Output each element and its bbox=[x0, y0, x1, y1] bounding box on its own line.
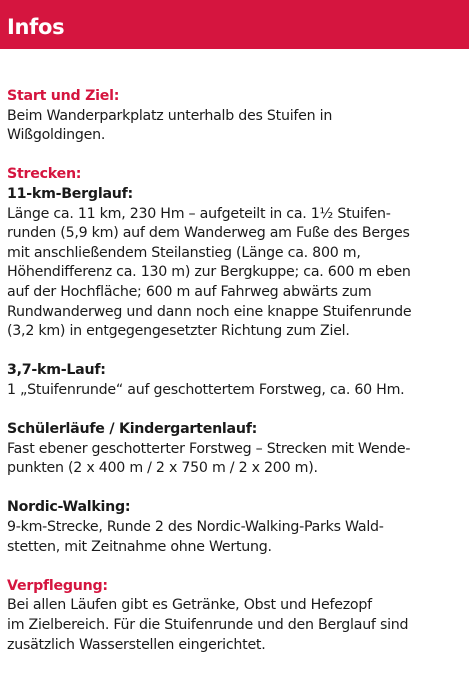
lauf37-line: 1 „Stuifenrunde“ auf geschottertem Forstweg, ca. 60 Hm. bbox=[7, 381, 405, 398]
berglauf-line: (3,2 km) in entgegengesetzter Richtung zum Ziel. bbox=[7, 323, 350, 340]
page-title: Infos bbox=[7, 15, 65, 39]
berglauf-line: Rundwanderweg und dann noch eine knappe Stuifenrunde bbox=[7, 303, 412, 320]
nordic-line: stetten, mit Zeitnahme ohne Wertung. bbox=[7, 538, 272, 555]
section-verpflegung bbox=[7, 577, 462, 655]
berglauf-heading: 11-km-Berglauf: bbox=[7, 185, 133, 202]
strecken-heading: Strecken: bbox=[7, 166, 82, 183]
section-strecken bbox=[7, 165, 462, 557]
berglauf-line: Länge ca. 11 km, 230 Hm – aufgeteilt in ca. 1½ Stuifen- bbox=[7, 205, 391, 222]
nordic-line: 9-km-Strecke, Runde 2 des Nordic-Walking-Parks Wald- bbox=[7, 519, 384, 536]
start-line: Wißgoldingen. bbox=[7, 127, 106, 144]
lauf37-heading: 3,7-km-Lauf: bbox=[7, 362, 106, 379]
verpflegung-line: Bei allen Läufen gibt es Getränke, Obst und Hefezopf bbox=[7, 597, 372, 614]
verpflegung-heading: Verpflegung: bbox=[7, 577, 108, 594]
info-content bbox=[7, 87, 462, 655]
berglauf-line: runden (5,9 km) auf dem Wanderweg am Fuße des Berges bbox=[7, 225, 410, 242]
schueler-line: Fast ebener geschotterter Forstweg – Strecken mit Wende- bbox=[7, 440, 411, 457]
schueler-line: punkten (2 x 400 m / 2 x 750 m / 2 x 200 m). bbox=[7, 460, 318, 477]
verpflegung-line: im Zielbereich. Für die Stuifenrunde und den Berglauf sind bbox=[7, 617, 409, 634]
nordic-heading: Nordic-Walking: bbox=[7, 499, 131, 516]
berglauf-line: Höhendifferenz ca. 130 m) zur Bergkuppe; ca. 600 m eben bbox=[7, 264, 411, 281]
start-line: Beim Wanderparkplatz unterhalb des Stuifen in bbox=[7, 107, 333, 124]
start-heading: Start und Ziel: bbox=[7, 88, 120, 104]
header-bar bbox=[0, 0, 469, 49]
verpflegung-line: zusätzlich Wasserstellen eingerichtet. bbox=[7, 636, 266, 653]
berglauf-line: mit anschließendem Steilanstieg (Länge ca. 800 m, bbox=[7, 244, 361, 261]
berglauf-line: auf der Hochfläche; 600 m auf Fahrweg abwärts zum bbox=[7, 283, 372, 300]
section-start bbox=[7, 87, 462, 146]
schueler-heading: Schülerläufe / Kindergartenlauf: bbox=[7, 421, 258, 438]
